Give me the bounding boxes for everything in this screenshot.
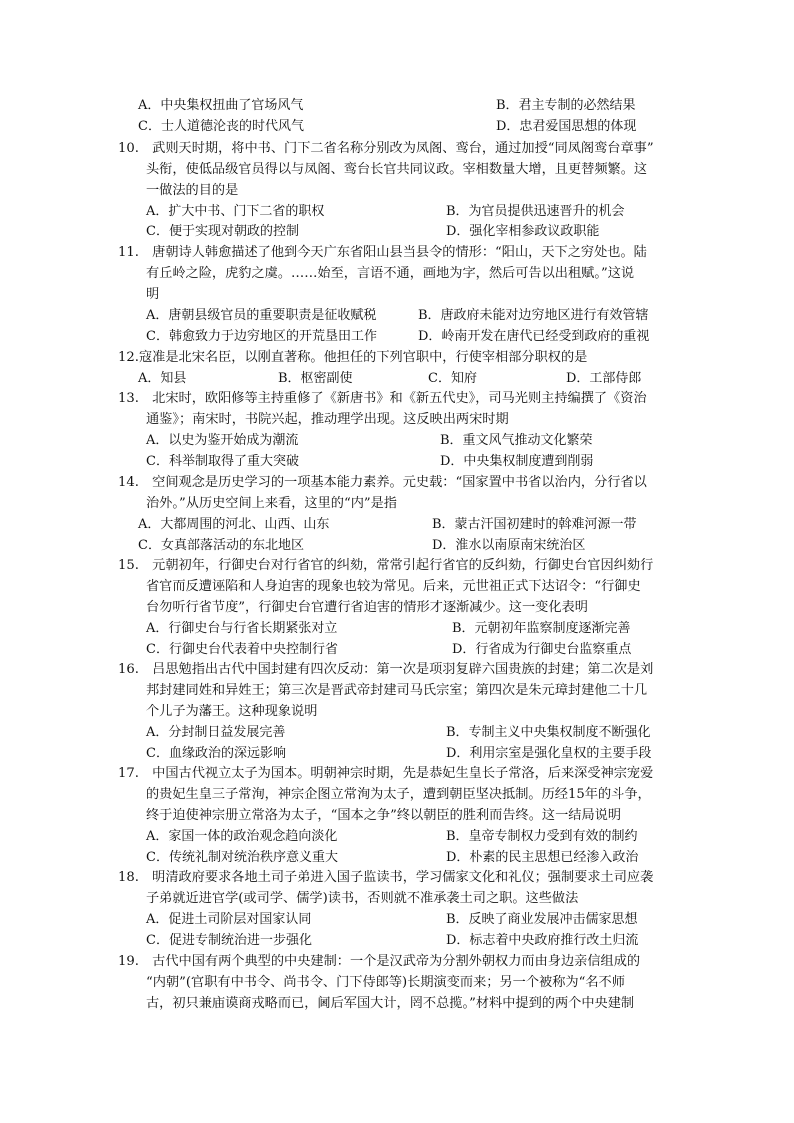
q17-option-a[interactable]: A．家国一体的政治观念趋向淡化 bbox=[146, 829, 338, 844]
q17-option-d[interactable]: D．朴素的民主思想已经渗入政治 bbox=[446, 850, 639, 865]
q17-option-b[interactable]: B．皇帝专制权力受到有效的制约 bbox=[446, 829, 638, 844]
q13-option-a[interactable]: A．以史为鉴开始成为潮流 bbox=[146, 433, 299, 448]
q17-stem-line-2: 的贵妃生皇三子常洵，神宗企图立常洵为太子，遭到朝臣坚决抵制。历经15年的斗争， bbox=[146, 787, 651, 802]
q9-option-b[interactable]: B．君主专制的必然结果 bbox=[496, 98, 636, 113]
q16-stem-line-1: 16. 吕思勉指出古代中国封建有四次反动：第一次是项羽复辟六国贵族的封建；第二次是刘 bbox=[118, 662, 654, 677]
q19-stem-line-2: “内朝”(官职有中书令、尚书令、门下侍郎等)长期演变而来；另一个被称为“名不师 bbox=[146, 975, 625, 990]
q16-option-d[interactable]: D．利用宗室是强化皇权的主要手段 bbox=[446, 746, 652, 761]
q10-option-d[interactable]: D．强化宰相参政议政职能 bbox=[446, 224, 600, 239]
q12-option-a[interactable]: A．知县 bbox=[138, 371, 187, 386]
q15-option-a[interactable]: A．行御史台与行省长期紧张对立 bbox=[146, 621, 338, 636]
q14-option-a[interactable]: A．大都周围的河北、山西、山东 bbox=[138, 517, 330, 532]
q11-stem-line-1: 11. 唐朝诗人韩愈描述了他到今天广东省阳山县当县令的情形：“阳山，天下之穷处也。陆 bbox=[118, 245, 647, 260]
q14-option-c[interactable]: C．女真部落活动的东北地区 bbox=[138, 538, 304, 553]
q11-option-a[interactable]: A．唐朝县级官员的重要职责是征收赋税 bbox=[146, 308, 377, 323]
q16-stem-line-2: 邦封建同姓和异姓王；第三次是晋武帝封建司马氏宗室；第四次是朱元璋封建他二十几 bbox=[146, 683, 648, 698]
q11-stem-line-3: 明 bbox=[146, 287, 160, 302]
q15-option-c[interactable]: C．行御史台代表着中央控制行省 bbox=[146, 642, 338, 657]
q15-option-b[interactable]: B．元朝初年监察制度逐渐完善 bbox=[452, 621, 631, 636]
q10-stem-line-3: 一做法的目的是 bbox=[146, 183, 239, 198]
q13-option-b[interactable]: B．重文风气推动文化繁荣 bbox=[440, 433, 593, 448]
q13-option-c[interactable]: C．科举制取得了重大突破 bbox=[146, 454, 299, 469]
q16-option-c[interactable]: C．血缘政治的深远影响 bbox=[146, 746, 286, 761]
q11-option-c[interactable]: C．韩愈致力于边穷地区的开荒垦田工作 bbox=[146, 329, 377, 344]
q12-stem-line-1: 12.寇准是北宋名臣，以刚直著称。他担任的下列官职中，行使宰相部分职权的是 bbox=[118, 350, 588, 365]
q13-stem-line-1: 13. 北宋时，欧阳修等主持重修了《新唐书》和《新五代史》，司马光则主持编撰了《资治 bbox=[118, 391, 647, 406]
q18-option-d[interactable]: D．标志着中央政府推行改土归流 bbox=[446, 933, 639, 948]
q18-option-c[interactable]: C．促进专制统治进一步强化 bbox=[146, 933, 312, 948]
q13-stem-line-2: 通鉴》；南宋时，书院兴起，推动理学出现。这反映出两宋时期 bbox=[146, 412, 509, 427]
q18-option-b[interactable]: B．反映了商业发展冲击儒家思想 bbox=[446, 912, 638, 927]
q17-stem-line-1: 17. 中国古代视立太子为国本。明朝神宗时期，先是恭妃生皇长子常洛，后来深受神宗宠爱 bbox=[118, 766, 654, 781]
q16-option-b[interactable]: B．专制主义中央集权制度不断强化 bbox=[446, 725, 651, 740]
q10-option-a[interactable]: A．扩大中书、门下二省的职权 bbox=[146, 204, 325, 219]
q15-stem-line-3: 台勿听行省节度”，行御史台官遭行省迫害的情形才逐渐减少。这一变化表明 bbox=[146, 600, 588, 615]
q11-option-b[interactable]: B．唐政府未能对边穷地区进行有效管辖 bbox=[418, 308, 649, 323]
q10-stem-line-1: 10. 武则天时期，将中书、门下二省名称分别改为凤阁、鸾台，通过加授“同凤阁鸾台章事” bbox=[118, 141, 654, 156]
q19-stem-line-1: 19. 古代中国有两个典型的中央建制：一个是汉武帝为分割外朝权力而由身边亲信组成的 bbox=[118, 954, 641, 969]
q12-option-c[interactable]: C．知府 bbox=[428, 371, 477, 386]
q9-option-d[interactable]: D．忠君爱国思想的体现 bbox=[496, 119, 637, 134]
q10-option-c[interactable]: C．便于实现对朝政的控制 bbox=[146, 224, 299, 239]
q14-stem-line-2: 治外。”从历史空间上来看，这里的“内”是指 bbox=[146, 496, 397, 511]
q15-option-d[interactable]: D．行省成为行御史台监察重点 bbox=[452, 642, 632, 657]
q12-option-b[interactable]: B．枢密副使 bbox=[278, 371, 353, 386]
q18-stem-line-1: 18. 明清政府要求各地土司子弟进入国子监读书，学习儒家文化和礼仪；强制要求土司应袭 bbox=[118, 870, 654, 885]
q15-stem-line-2: 省官而反遭诬陷和人身迫害的现象也较为常见。后来，元世祖正式下达诏令：“行御史 bbox=[146, 579, 641, 594]
q13-option-d[interactable]: D．中央集权制度遭到削弱 bbox=[440, 454, 594, 469]
q19-stem-line-3: 古，初只兼庙谟商戎略而已，阃后军国大计，罔不总揽。”材料中提到的两个中央建制 bbox=[146, 996, 635, 1011]
q12-option-d[interactable]: D．工部侍郎 bbox=[566, 371, 642, 386]
q11-option-d[interactable]: D．岭南开发在唐代已经受到政府的重视 bbox=[418, 329, 650, 344]
q14-stem-line-1: 14. 空间观念是历史学习的一项基本能力素养。元史载：“国家置中书省以治内，分行省以 bbox=[118, 475, 647, 490]
q14-option-b[interactable]: B．蒙古汗国初建时的斡难河源一带 bbox=[432, 517, 637, 532]
q15-stem-line-1: 15. 元朝初年，行御史台对行省官的纠劾，常常引起行省官的反纠劾，行御史台官因纠劾行 bbox=[118, 558, 654, 573]
q18-stem-line-2: 子弟就近进官学(或司学、儒学)读书，否则就不准承袭土司之职。这些做法 bbox=[146, 891, 579, 906]
q14-option-d[interactable]: D．淮水以南原南宋统治区 bbox=[432, 538, 586, 553]
q10-option-b[interactable]: B．为官员提供迅速晋升的机会 bbox=[446, 204, 625, 219]
q16-option-a[interactable]: A．分封制日益发展完善 bbox=[146, 725, 286, 740]
q16-stem-line-3: 个儿子为藩王。这种现象说明 bbox=[146, 704, 318, 719]
q18-option-a[interactable]: A．促进土司阶层对国家认同 bbox=[146, 912, 312, 927]
q17-stem-line-3: 终于迫使神宗册立常洛为太子，“国本之争”终以朝臣的胜利而告终。这一结局说明 bbox=[146, 808, 622, 823]
q9-option-a[interactable]: A．中央集权扭曲了官场风气 bbox=[138, 98, 304, 113]
q17-option-c[interactable]: C．传统礼制对统治秩序意义重大 bbox=[146, 850, 338, 865]
q10-stem-line-2: 头衔，使低品级官员得以与凤阁、鸾台长官共同议政。宰相数量大增，且更替频繁。这 bbox=[146, 162, 648, 177]
q9-option-c[interactable]: C．士人道德沦丧的时代风气 bbox=[138, 119, 304, 134]
q11-stem-line-2: 有丘岭之险，虎豹之虞。……始至，言语不通，画地为字，然后可告以出租赋。”这说 bbox=[146, 266, 635, 281]
